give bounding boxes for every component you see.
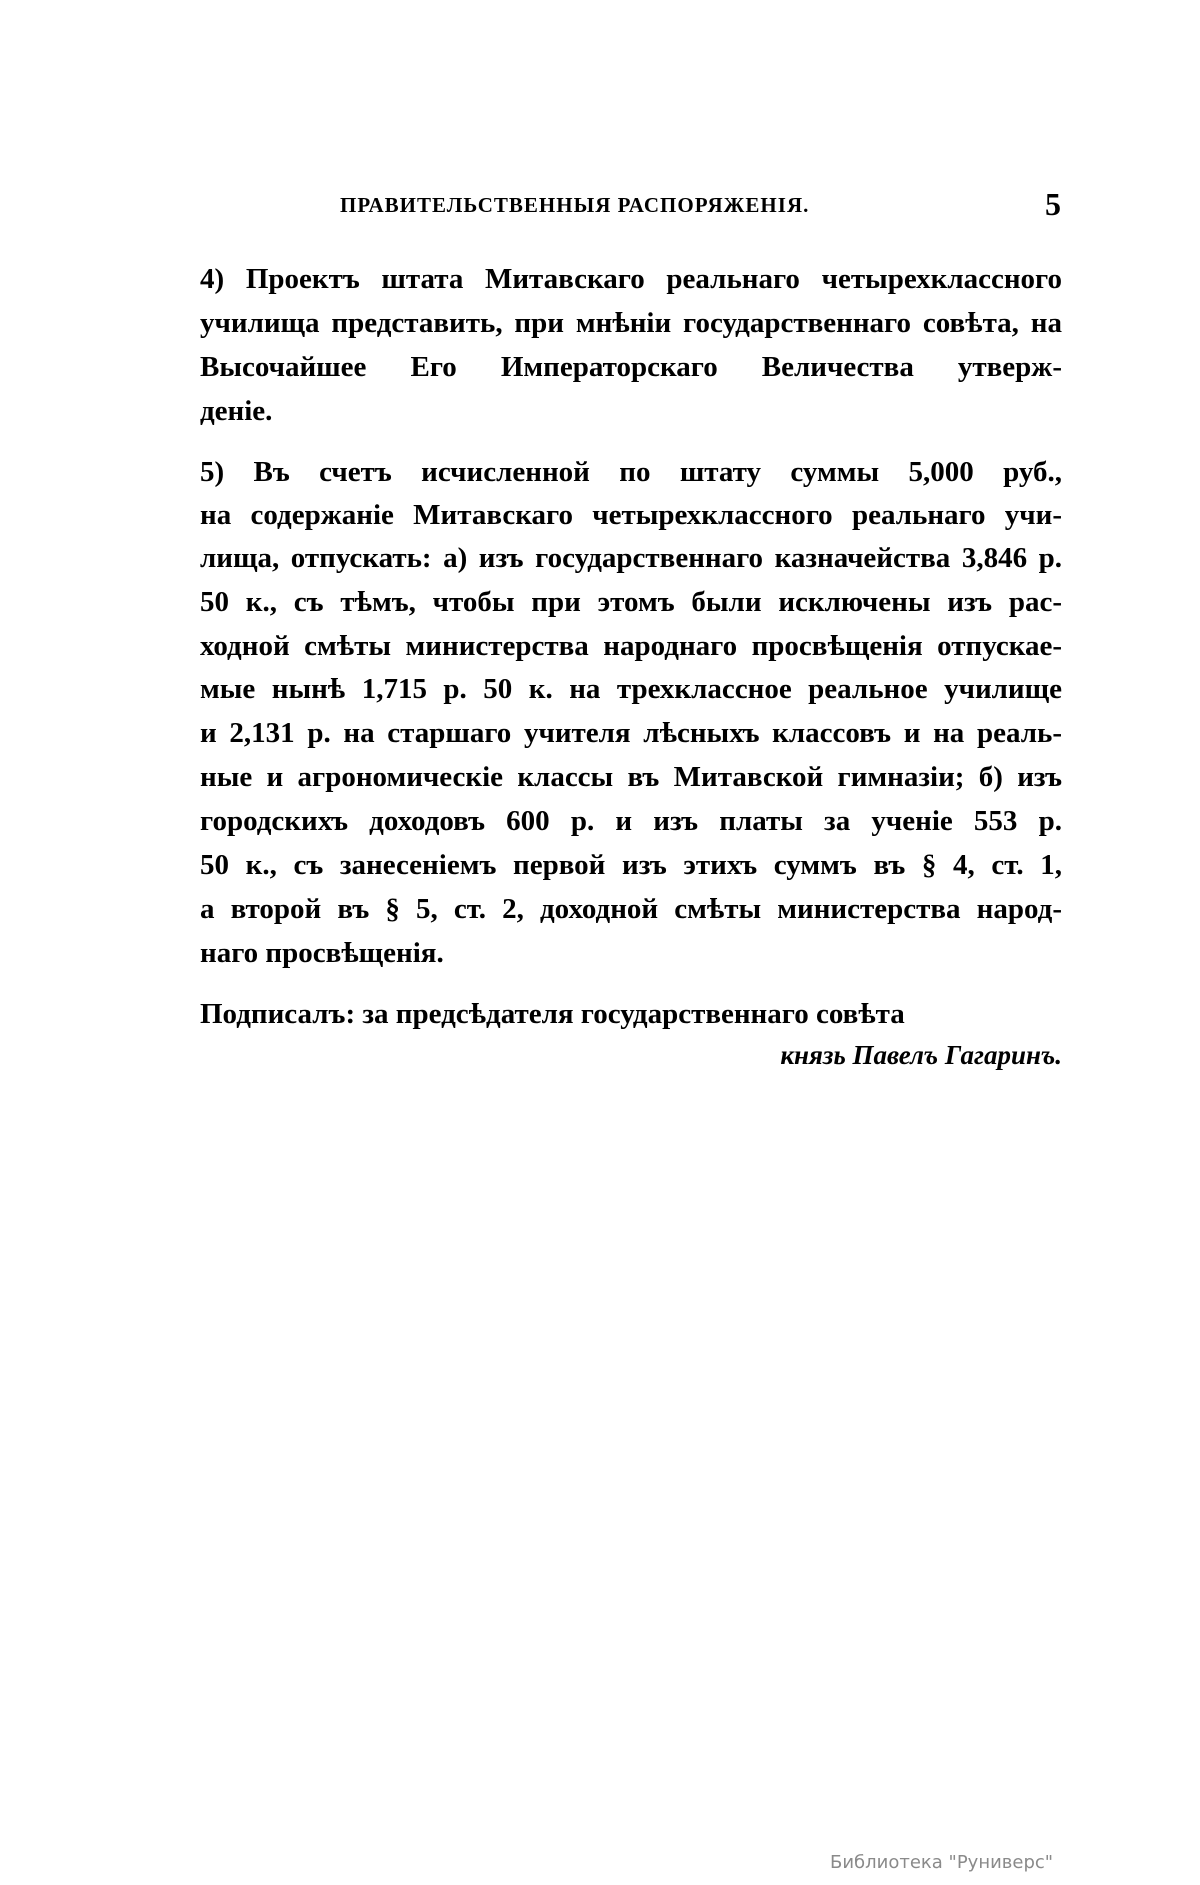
text-line: 4) Проектъ штата Митавскаго реальнаго четырехклассного (200, 263, 1062, 295)
signatory-name: князь Павелъ Гагаринъ. (780, 1040, 1062, 1070)
text-line: деніе. (200, 395, 273, 427)
text-line: наго просвѣщенія. (200, 937, 444, 969)
text-line: мые нынѣ 1,715 р. 50 к. на трехклассное реальное училище (200, 673, 1062, 705)
page-number: 5 (1045, 186, 1061, 222)
text-line: а второй въ § 5, ст. 2, доходной смѣты министерства народ- (200, 893, 1062, 925)
text-line: и 2,131 р. на старшаго учителя лѣсныхъ классовъ и на реаль- (200, 717, 1062, 749)
running-title: ПРАВИТЕЛЬСТВЕННЫЯ РАСПОРЯЖЕНІЯ. (340, 193, 810, 217)
text-line: 5) Въ счетъ исчисленной по штату суммы 5,000 руб., (200, 456, 1062, 488)
text-line: 50 к., съ тѣмъ, чтобы при этомъ были исключены изъ рас- (200, 586, 1062, 618)
text-line: на содержаніе Митавскаго четырехклассного реальнаго учи- (200, 499, 1062, 531)
text-line: 50 к., съ занесеніемъ первой изъ этихъ суммъ въ § 4, ст. 1, (200, 849, 1062, 881)
text-line: ные и агрономическіе классы въ Митавской гимназіи; б) изъ (200, 761, 1062, 793)
text-line: городскихъ доходовъ 600 р. и изъ платы за ученіе 553 р. (200, 805, 1062, 837)
text-line: лища, отпускать: а) изъ государственнаго казначейства 3,846 р. (200, 542, 1062, 574)
library-watermark: Библиотека "Руниверс" (830, 1852, 1054, 1873)
text-line: училища представить, при мнѣніи государственнаго совѣта, на (200, 307, 1062, 339)
text-line: ходной смѣты министерства народнаго просвѣщенія отпускае- (200, 630, 1062, 662)
signature-line: Подписалъ: за предсѣдателя государственнаго совѣта (200, 998, 905, 1030)
text-line: Высочайшее Его Императорскаго Величества утверж- (200, 351, 1062, 383)
